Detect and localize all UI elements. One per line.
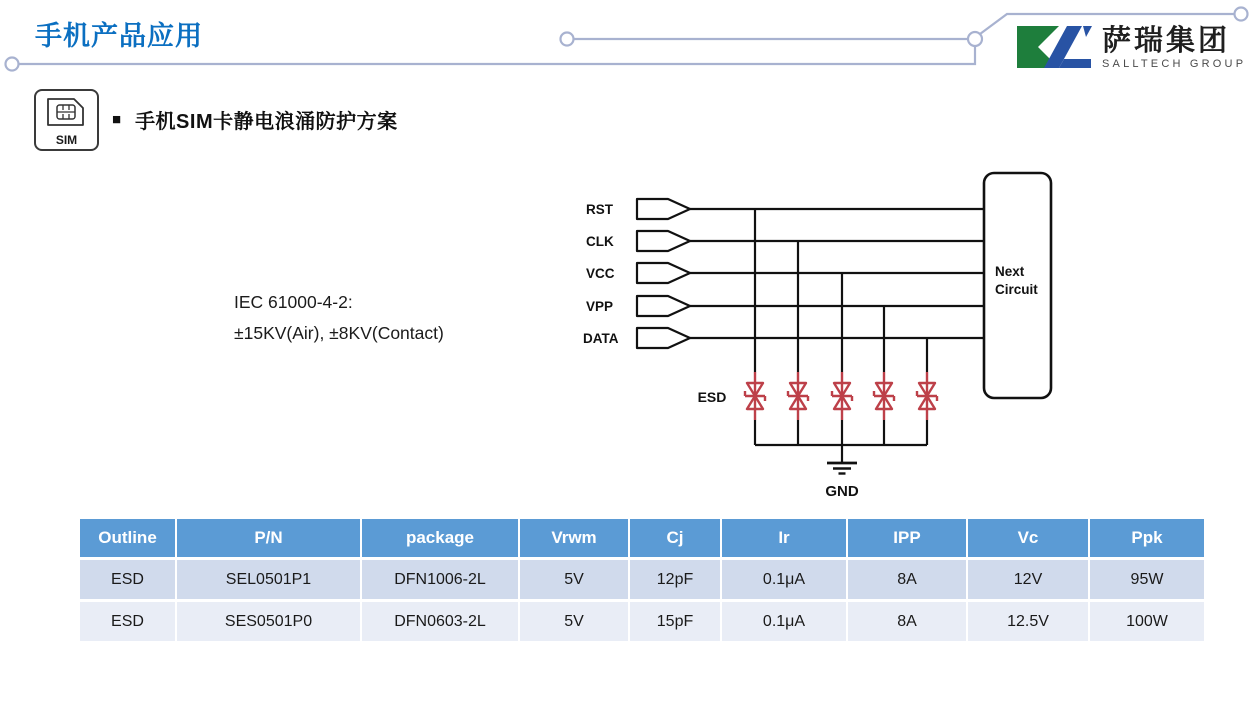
table-header-cell: Ir bbox=[722, 519, 848, 557]
tvs-diode-icon bbox=[917, 372, 937, 420]
table-cell: DFN1006-2L bbox=[362, 560, 520, 599]
table-row bbox=[80, 602, 1204, 641]
signal-label-vpp: VPP bbox=[586, 299, 614, 314]
parts-table bbox=[80, 516, 1204, 644]
table-header-cell: package bbox=[362, 519, 520, 557]
table-cell: 5V bbox=[520, 602, 630, 641]
table-header-cell: Ppk bbox=[1090, 519, 1204, 557]
table-cell: 12V bbox=[968, 560, 1090, 599]
tvs-diode-icon bbox=[788, 372, 808, 420]
logo-name-cn: 萨瑞集团 bbox=[1102, 24, 1231, 57]
next-circuit-label-line1: Next bbox=[995, 264, 1025, 279]
iec-rating-line1: IEC 61000-4-2: bbox=[234, 292, 353, 312]
table-header-cell: Cj bbox=[630, 519, 722, 557]
table-cell: 12.5V bbox=[968, 602, 1090, 641]
table-cell: 8A bbox=[848, 602, 968, 641]
table-row bbox=[80, 560, 1204, 599]
table-header-cell: IPP bbox=[848, 519, 968, 557]
signal-connector-arrows bbox=[637, 199, 690, 348]
table-header-cell: P/N bbox=[177, 519, 362, 557]
page-title: 手机产品应用 bbox=[35, 21, 203, 51]
table-cell: DFN0603-2L bbox=[362, 602, 520, 641]
signal-label-rst: RST bbox=[586, 202, 613, 217]
table-cell: SES0501P0 bbox=[177, 602, 362, 641]
signal-label-data: DATA bbox=[583, 331, 619, 346]
table-cell: ESD bbox=[80, 602, 177, 641]
table-header-cell: Outline bbox=[80, 519, 177, 557]
tvs-diode-icon bbox=[832, 372, 852, 420]
table-header-cell: Vrwm bbox=[520, 519, 630, 557]
next-circuit-label-line2: Circuit bbox=[995, 282, 1038, 297]
table-cell: SEL0501P1 bbox=[177, 560, 362, 599]
table-cell: ESD bbox=[80, 560, 177, 599]
table-cell: 0.1μA bbox=[722, 560, 848, 599]
logo-name-en: SALLTECH GROUP bbox=[1102, 57, 1247, 70]
ground-symbol-icon bbox=[827, 463, 857, 474]
table-cell: 95W bbox=[1090, 560, 1204, 599]
bullet-square-icon: ■ bbox=[112, 111, 122, 128]
esd-label: ESD bbox=[697, 389, 727, 405]
table-header-cell: Vc bbox=[968, 519, 1090, 557]
table-cell: 8A bbox=[848, 560, 968, 599]
table-cell: 12pF bbox=[630, 560, 722, 599]
esd-tvs-diodes bbox=[745, 372, 937, 420]
signal-label-clk: CLK bbox=[586, 234, 614, 249]
table-cell: 15pF bbox=[630, 602, 722, 641]
parts-table-container bbox=[80, 516, 1204, 644]
iec-rating-line2: ±15KV(Air), ±8KV(Contact) bbox=[234, 323, 444, 343]
table-header-row bbox=[80, 519, 1204, 557]
tvs-diode-icon bbox=[874, 372, 894, 420]
table-cell: 0.1μA bbox=[722, 602, 848, 641]
tvs-diode-icon bbox=[745, 372, 765, 420]
sim-icon-label: SIM bbox=[55, 133, 78, 147]
section-heading-text: 手机SIM卡静电浪涌防护方案 bbox=[135, 111, 398, 133]
table-cell: 100W bbox=[1090, 602, 1204, 641]
signal-wires bbox=[690, 209, 984, 463]
gnd-label: GND bbox=[825, 483, 859, 500]
table-cell: 5V bbox=[520, 560, 630, 599]
signal-label-vcc: VCC bbox=[586, 266, 615, 281]
